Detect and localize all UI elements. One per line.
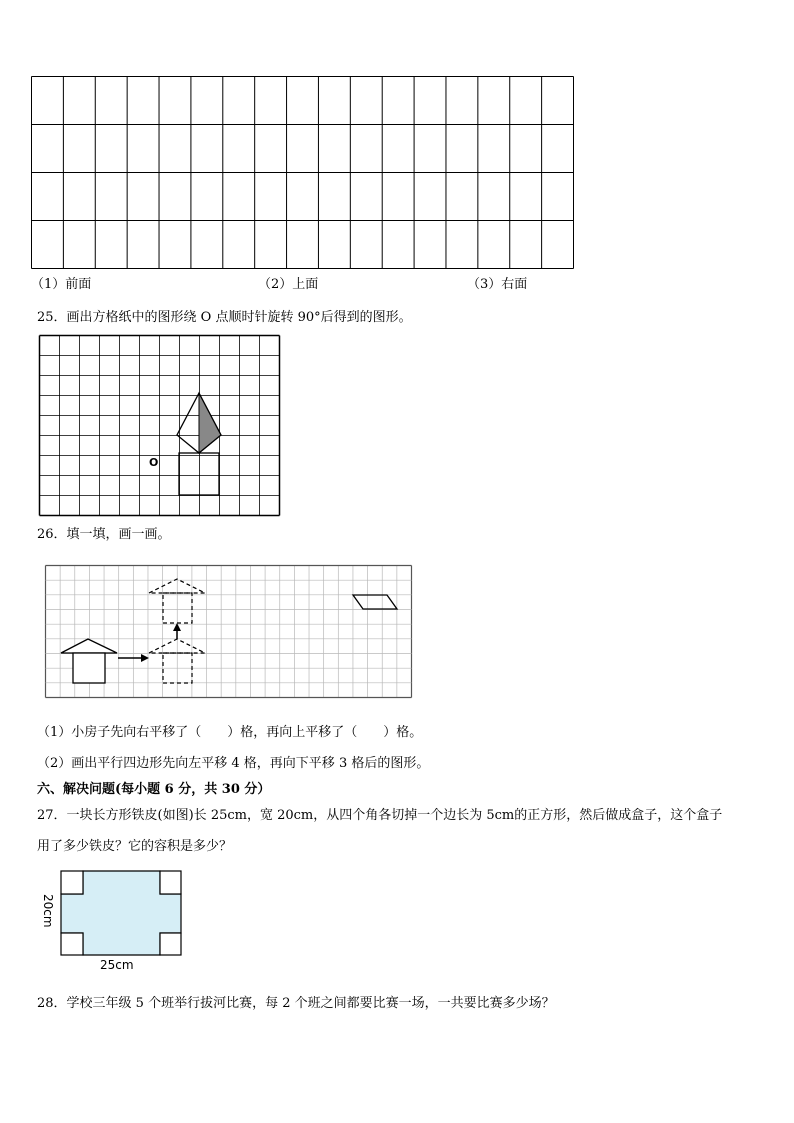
- rectangle-below-o: [179, 453, 219, 495]
- corner-square-top-right: [160, 871, 181, 894]
- house-body: [73, 653, 105, 683]
- q24-answer-grid: [31, 76, 574, 269]
- parallelogram: [353, 595, 397, 609]
- q24-caption-top: （2）上面: [258, 277, 319, 292]
- q26-subquestion-2: （2）画出平行四边形先向左平移 4 格，再向下平移 3 格后的图形。: [37, 756, 430, 771]
- section-6-title: 六、解决问题(每小题 6 分，共 30 分）: [37, 782, 271, 797]
- q26-translation-grid: [45, 565, 412, 698]
- house-roof: [61, 639, 117, 653]
- corner-square-bottom-right: [160, 933, 181, 955]
- q27-question-line2: 用了多少铁皮？它的容积是多少？: [37, 839, 233, 854]
- q24-caption-right: （3）右面: [467, 277, 528, 292]
- q27-question-line1: 27．一块长方形铁皮(如图)长 25cm，宽 20cm，从四个角各切掉一个边长为 5cm的正方形，然后做成盒子，这个盒子: [37, 808, 723, 823]
- corner-square-bottom-left: [61, 933, 83, 955]
- length-label: 25cm: [100, 958, 134, 972]
- q25-question: 25．画出方格纸中的图形绕 O 点顺时针旋转 90°后得到的图形。: [37, 310, 412, 325]
- q26-question: 26．填一填，画一画。: [37, 527, 171, 542]
- q27-sheet-figure: [40, 866, 190, 976]
- q25-rotation-grid: [39, 335, 281, 515]
- q26-subquestion-1: （1）小房子先向右平移了（ ）格，再向上平移了（ ）格。: [37, 725, 423, 740]
- corner-square-top-left: [61, 871, 83, 894]
- q28-question: 28．学校三年级 5 个班举行拔河比赛，每 2 个班之间都要比赛一场，一共要比赛多少场？: [37, 996, 555, 1011]
- point-o-label: O: [149, 456, 159, 469]
- q24-caption-front: （1）前面: [31, 277, 92, 292]
- width-label: 20cm: [41, 894, 55, 928]
